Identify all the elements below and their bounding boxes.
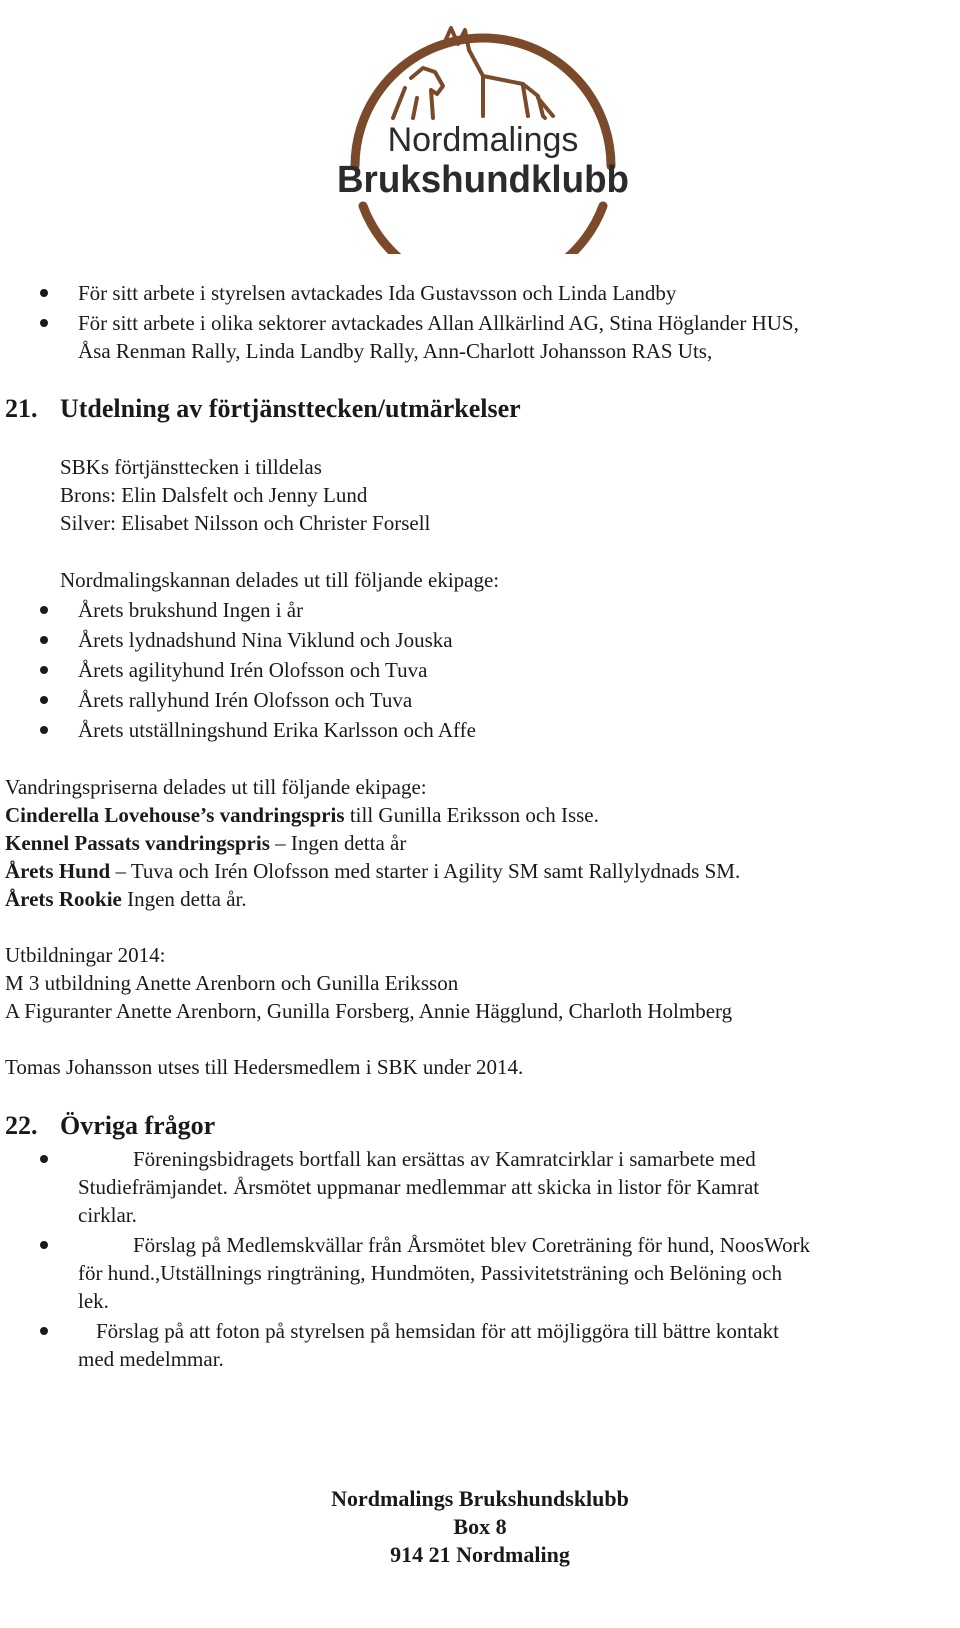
top-bullet: För sitt arbete i olika sektorer avtackades Allan Allkärlind AG, Stina Höglander HUS, bbox=[78, 311, 799, 335]
footer-postal: 914 21 Nordmaling bbox=[390, 1542, 570, 1567]
top-bullet-cont: Åsa Renman Rally, Linda Landby Rally, Ann-Charlott Johansson RAS Uts, bbox=[78, 339, 713, 363]
utbildning-line: A Figuranter Anette Arenborn, Gunilla Forsberg, Annie Hägglund, Charloth Holmberg bbox=[5, 999, 733, 1023]
bullet-dot bbox=[40, 289, 48, 297]
bullet-dot bbox=[40, 636, 48, 644]
prize-recipient: Ingen detta år. bbox=[121, 887, 247, 911]
ovriga-item-cont: med medelmmar. bbox=[78, 1347, 224, 1371]
bullet-dot bbox=[40, 726, 48, 734]
vandring-line bbox=[5, 885, 247, 913]
prize-name: Årets Hund bbox=[5, 859, 111, 883]
kanna-intro: Nordmalingskannan delades ut till följande ekipage: bbox=[60, 568, 500, 592]
kanna-item: Årets agilityhund Irén Olofsson och Tuva bbox=[78, 658, 428, 682]
footer-box: Box 8 bbox=[453, 1514, 507, 1539]
footer-club-name: Nordmalings Brukshundsklubb bbox=[331, 1486, 629, 1511]
kanna-item: Årets lydnadshund Nina Viklund och Jouska bbox=[78, 628, 453, 652]
logo-line1: Nordmalings bbox=[387, 121, 579, 159]
bullet-dot bbox=[40, 606, 48, 614]
utbildningar-title: Utbildningar 2014: bbox=[5, 943, 166, 967]
ovriga-item: Förslag på Medlemskvällar från Årsmötet blev Coreträning för hund, NoosWork bbox=[133, 1233, 811, 1257]
ovriga-item-cont: lek. bbox=[78, 1289, 109, 1313]
vandring-intro: Vandringspriserna delades ut till följande ekipage: bbox=[5, 775, 427, 799]
vandring-line bbox=[5, 857, 740, 885]
bullet-dot bbox=[40, 1241, 48, 1249]
prize-name: Cinderella Lovehouse’s vandringspris bbox=[5, 803, 345, 827]
utbildning-line: M 3 utbildning Anette Arenborn och Gunilla Eriksson bbox=[5, 971, 459, 995]
kanna-item: Årets brukshund Ingen i år bbox=[78, 598, 304, 622]
bullet-dot bbox=[40, 696, 48, 704]
prize-name: Kennel Passats vandringspris bbox=[5, 831, 270, 855]
vandring-line bbox=[5, 829, 406, 857]
section-21-title: Utdelning av förtjänsttecken/utmärkelser bbox=[60, 394, 521, 423]
club-logo bbox=[333, 6, 633, 254]
award-line: Brons: Elin Dalsfelt och Jenny Lund bbox=[60, 483, 368, 507]
section-22-title: Övriga frågor bbox=[60, 1111, 216, 1140]
section-22-number: 22. bbox=[5, 1111, 38, 1140]
prize-recipient: till Gunilla Eriksson och Isse. bbox=[344, 803, 599, 827]
award-line: Silver: Elisabet Nilsson och Christer Forsell bbox=[60, 511, 431, 535]
hedersmedlem-line: Tomas Johansson utses till Hedersmedlem i SBK under 2014. bbox=[5, 1055, 524, 1079]
prize-recipient: – Ingen detta år bbox=[269, 831, 407, 855]
kanna-item: Årets rallyhund Irén Olofsson och Tuva bbox=[78, 688, 413, 712]
award-line: SBKs förtjänsttecken i tilldelas bbox=[60, 455, 322, 479]
logo-line2: Brukshundklubb bbox=[337, 159, 629, 201]
ovriga-item: Förslag på att foton på styrelsen på hemsidan för att möjliggöra till bättre kontakt bbox=[96, 1319, 779, 1343]
section-21-number: 21. bbox=[5, 394, 38, 423]
ovriga-item-cont: cirklar. bbox=[78, 1203, 137, 1227]
top-bullet: För sitt arbete i styrelsen avtackades Ida Gustavsson och Linda Landby bbox=[78, 281, 677, 305]
vandring-line bbox=[5, 801, 599, 829]
bullet-dot bbox=[40, 319, 48, 327]
bullet-dot bbox=[40, 1327, 48, 1335]
ovriga-item-cont: för hund.,Utställnings ringträning, Hundmöten, Passivitetsträning och Belöning och bbox=[78, 1261, 783, 1285]
bullet-dot bbox=[40, 666, 48, 674]
ovriga-item-cont: Studiefrämjandet. Årsmötet uppmanar medlemmar att skicka in listor för Kamrat bbox=[78, 1175, 760, 1199]
prize-recipient: – Tuva och Irén Olofsson med starter i Agility SM samt Rallylydnads SM. bbox=[110, 859, 741, 883]
prize-name: Årets Rookie bbox=[5, 887, 122, 911]
ovriga-item: Föreningsbidragets bortfall kan ersättas av Kamratcirklar i samarbete med bbox=[133, 1147, 756, 1171]
bullet-dot bbox=[40, 1155, 48, 1163]
kanna-item: Årets utställningshund Erika Karlsson och Affe bbox=[78, 718, 476, 742]
